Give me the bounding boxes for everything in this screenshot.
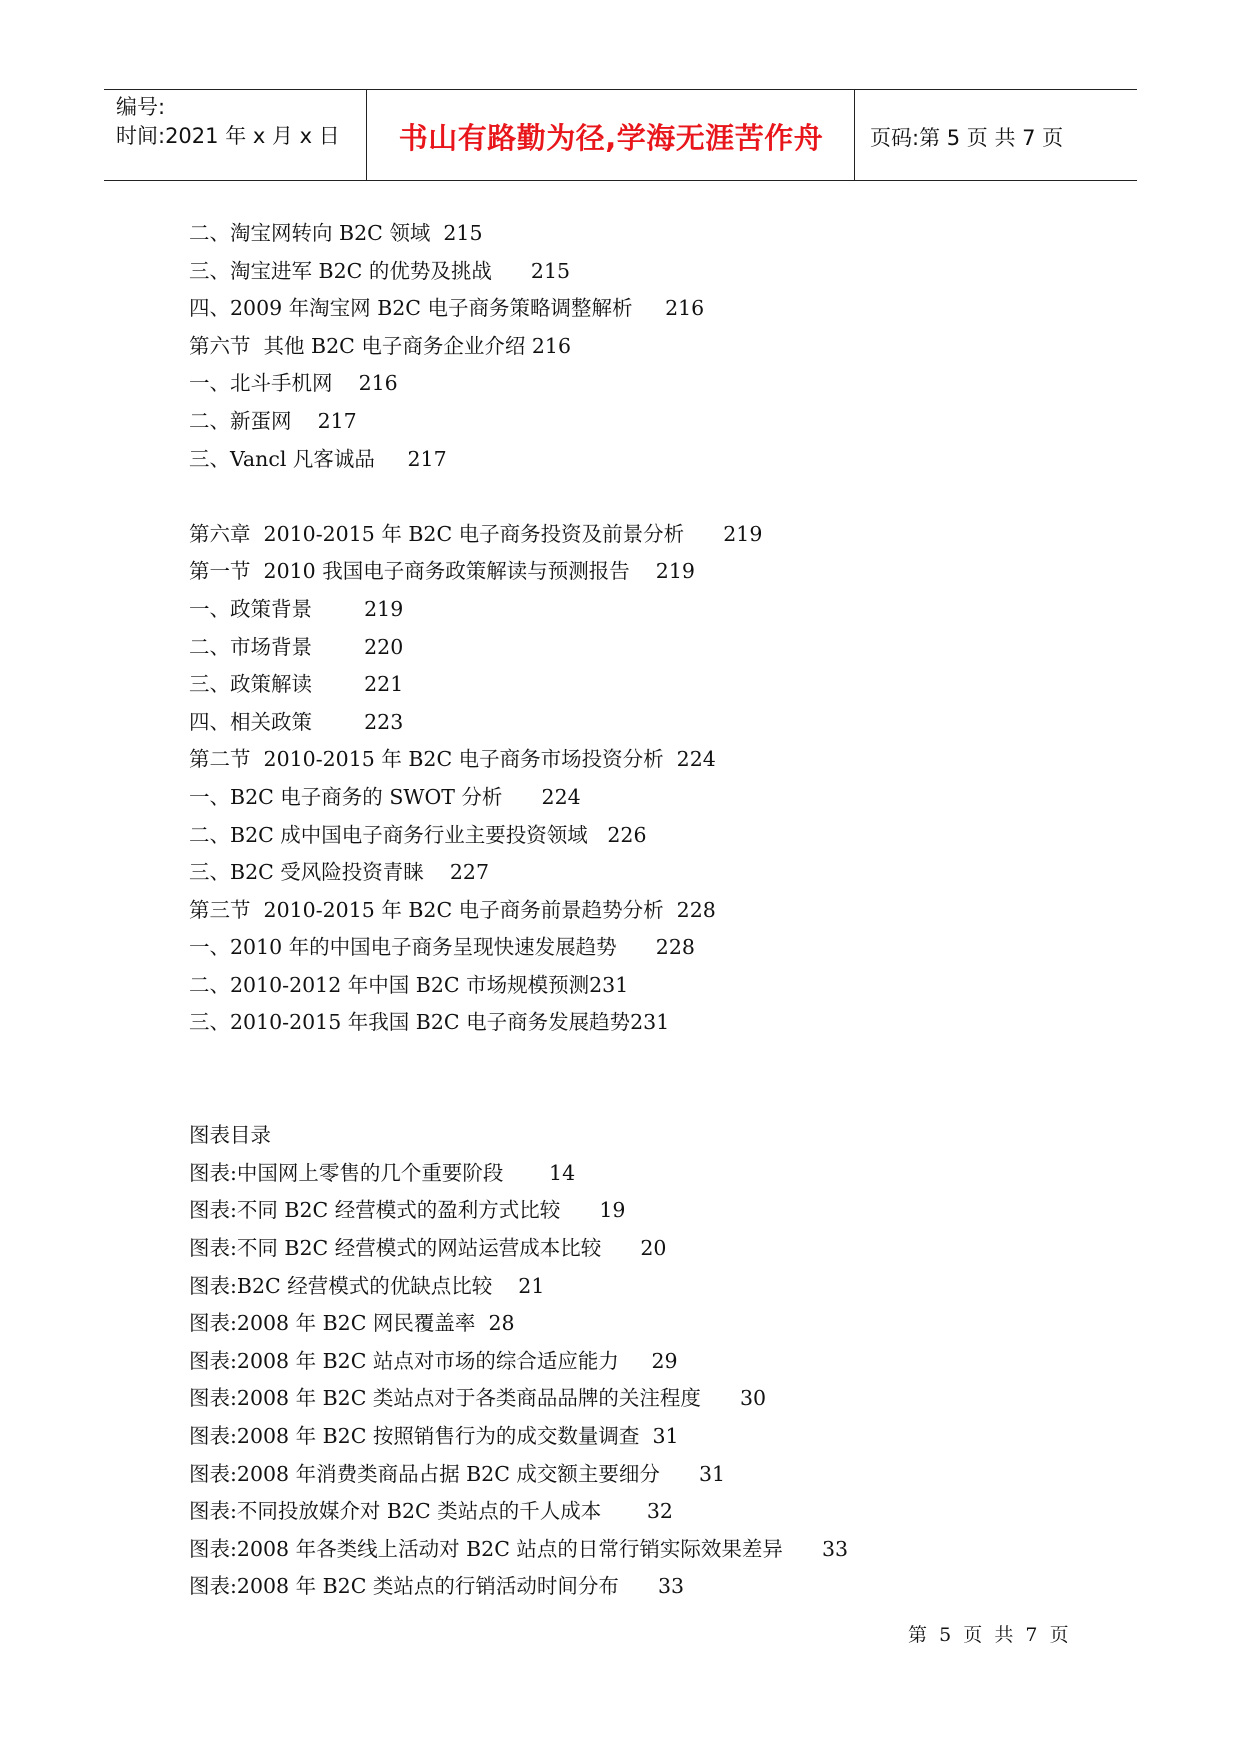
figure-entry: 图表:2008 年 B2C 类站点的行销活动时间分布 33 bbox=[189, 1574, 685, 1599]
figure-entry: 图表:2008 年 B2C 网民覆盖率 28 bbox=[189, 1311, 515, 1336]
toc-section-b bbox=[189, 516, 1089, 1042]
toc-section-a bbox=[189, 215, 1089, 478]
toc-entry: 四、2009 年淘宝网 B2C 电子商务策略调整解析 216 bbox=[189, 296, 705, 321]
toc-entry: 二、市场背景 220 bbox=[189, 634, 404, 659]
toc-entry: 三、B2C 受风险投资青睐 227 bbox=[189, 860, 490, 885]
toc-entry: 二、新蛋网 217 bbox=[189, 408, 357, 433]
toc-entry: 第六章 2010-2015 年 B2C 电子商务投资及前景分析 219 bbox=[189, 521, 763, 546]
figure-entry: 图表:不同 B2C 经营模式的盈利方式比较 19 bbox=[189, 1198, 626, 1223]
toc-entry: 第一节 2010 我国电子商务政策解读与预测报告 219 bbox=[189, 559, 695, 584]
figure-entry: 图表:B2C 经营模式的优缺点比较 21 bbox=[189, 1273, 545, 1298]
spacer bbox=[189, 1042, 1089, 1117]
toc-entry: 一、政策背景 219 bbox=[189, 596, 404, 621]
figure-entry: 图表:中国网上零售的几个重要阶段 14 bbox=[189, 1160, 576, 1185]
figure-list bbox=[189, 1117, 1089, 1606]
doc-time-label: 时间:2021 年 x 月 x 日 bbox=[116, 124, 340, 148]
toc-entry: 第三节 2010-2015 年 B2C 电子商务前景趋势分析 228 bbox=[189, 897, 716, 922]
page-footer: 第 5 页 共 7 页 bbox=[908, 1624, 1069, 1646]
figure-entry: 图表:2008 年 B2C 按照销售行为的成交数量调查 31 bbox=[189, 1424, 679, 1448]
figure-entry: 图表:2008 年各类线上活动对 B2C 站点的日常行销实际效果差异 33 bbox=[189, 1536, 849, 1561]
figure-entry: 图表:2008 年 B2C 类站点对于各类商品品牌的关注程度 30 bbox=[189, 1386, 767, 1411]
header-page-number: 页码:第 5 页 共 7 页 bbox=[870, 126, 1064, 150]
header-divider bbox=[366, 90, 367, 180]
doc-number-label: 编号: bbox=[116, 95, 166, 119]
toc-entry: 四、相关政策 223 bbox=[189, 709, 404, 734]
spacer bbox=[189, 478, 1089, 516]
figure-entry: 图表:2008 年消费类商品占据 B2C 成交额主要细分 31 bbox=[189, 1461, 726, 1486]
toc-entry: 三、Vancl 凡客诚品 217 bbox=[189, 446, 447, 471]
figure-entry: 图表:2008 年 B2C 站点对市场的综合适应能力 29 bbox=[189, 1348, 678, 1373]
figure-entry: 图表:不同 B2C 经营模式的网站运营成本比较 20 bbox=[189, 1236, 667, 1261]
toc-entry: 第二节 2010-2015 年 B2C 电子商务市场投资分析 224 bbox=[189, 747, 716, 772]
toc-entry: 一、B2C 电子商务的 SWOT 分析 224 bbox=[189, 784, 581, 809]
toc-entry: 一、北斗手机网 216 bbox=[189, 371, 398, 396]
table-of-contents bbox=[189, 215, 1089, 1606]
toc-entry: 二、2010-2012 年中国 B2C 市场规模预测231 bbox=[189, 972, 629, 997]
page-header bbox=[104, 89, 1137, 181]
toc-entry: 三、政策解读 221 bbox=[189, 672, 404, 697]
toc-entry: 二、淘宝网转向 B2C 领域 215 bbox=[189, 221, 483, 245]
figure-list-title: 图表目录 bbox=[189, 1123, 271, 1148]
toc-entry: 三、淘宝进军 B2C 的优势及挑战 215 bbox=[189, 258, 571, 283]
toc-entry: 二、B2C 成中国电子商务行业主要投资领域 226 bbox=[189, 822, 647, 847]
header-divider bbox=[854, 90, 855, 180]
toc-entry: 三、2010-2015 年我国 B2C 电子商务发展趋势231 bbox=[189, 1010, 670, 1035]
header-meta bbox=[116, 93, 340, 151]
header-motto: 书山有路勤为径,学海无涯苦作舟 bbox=[398, 121, 824, 155]
figure-entry: 图表:不同投放媒介对 B2C 类站点的千人成本 32 bbox=[189, 1499, 673, 1524]
toc-entry: 第六节 其他 B2C 电子商务企业介绍 216 bbox=[189, 333, 572, 358]
toc-entry: 一、2010 年的中国电子商务呈现快速发展趋势 228 bbox=[189, 935, 695, 960]
